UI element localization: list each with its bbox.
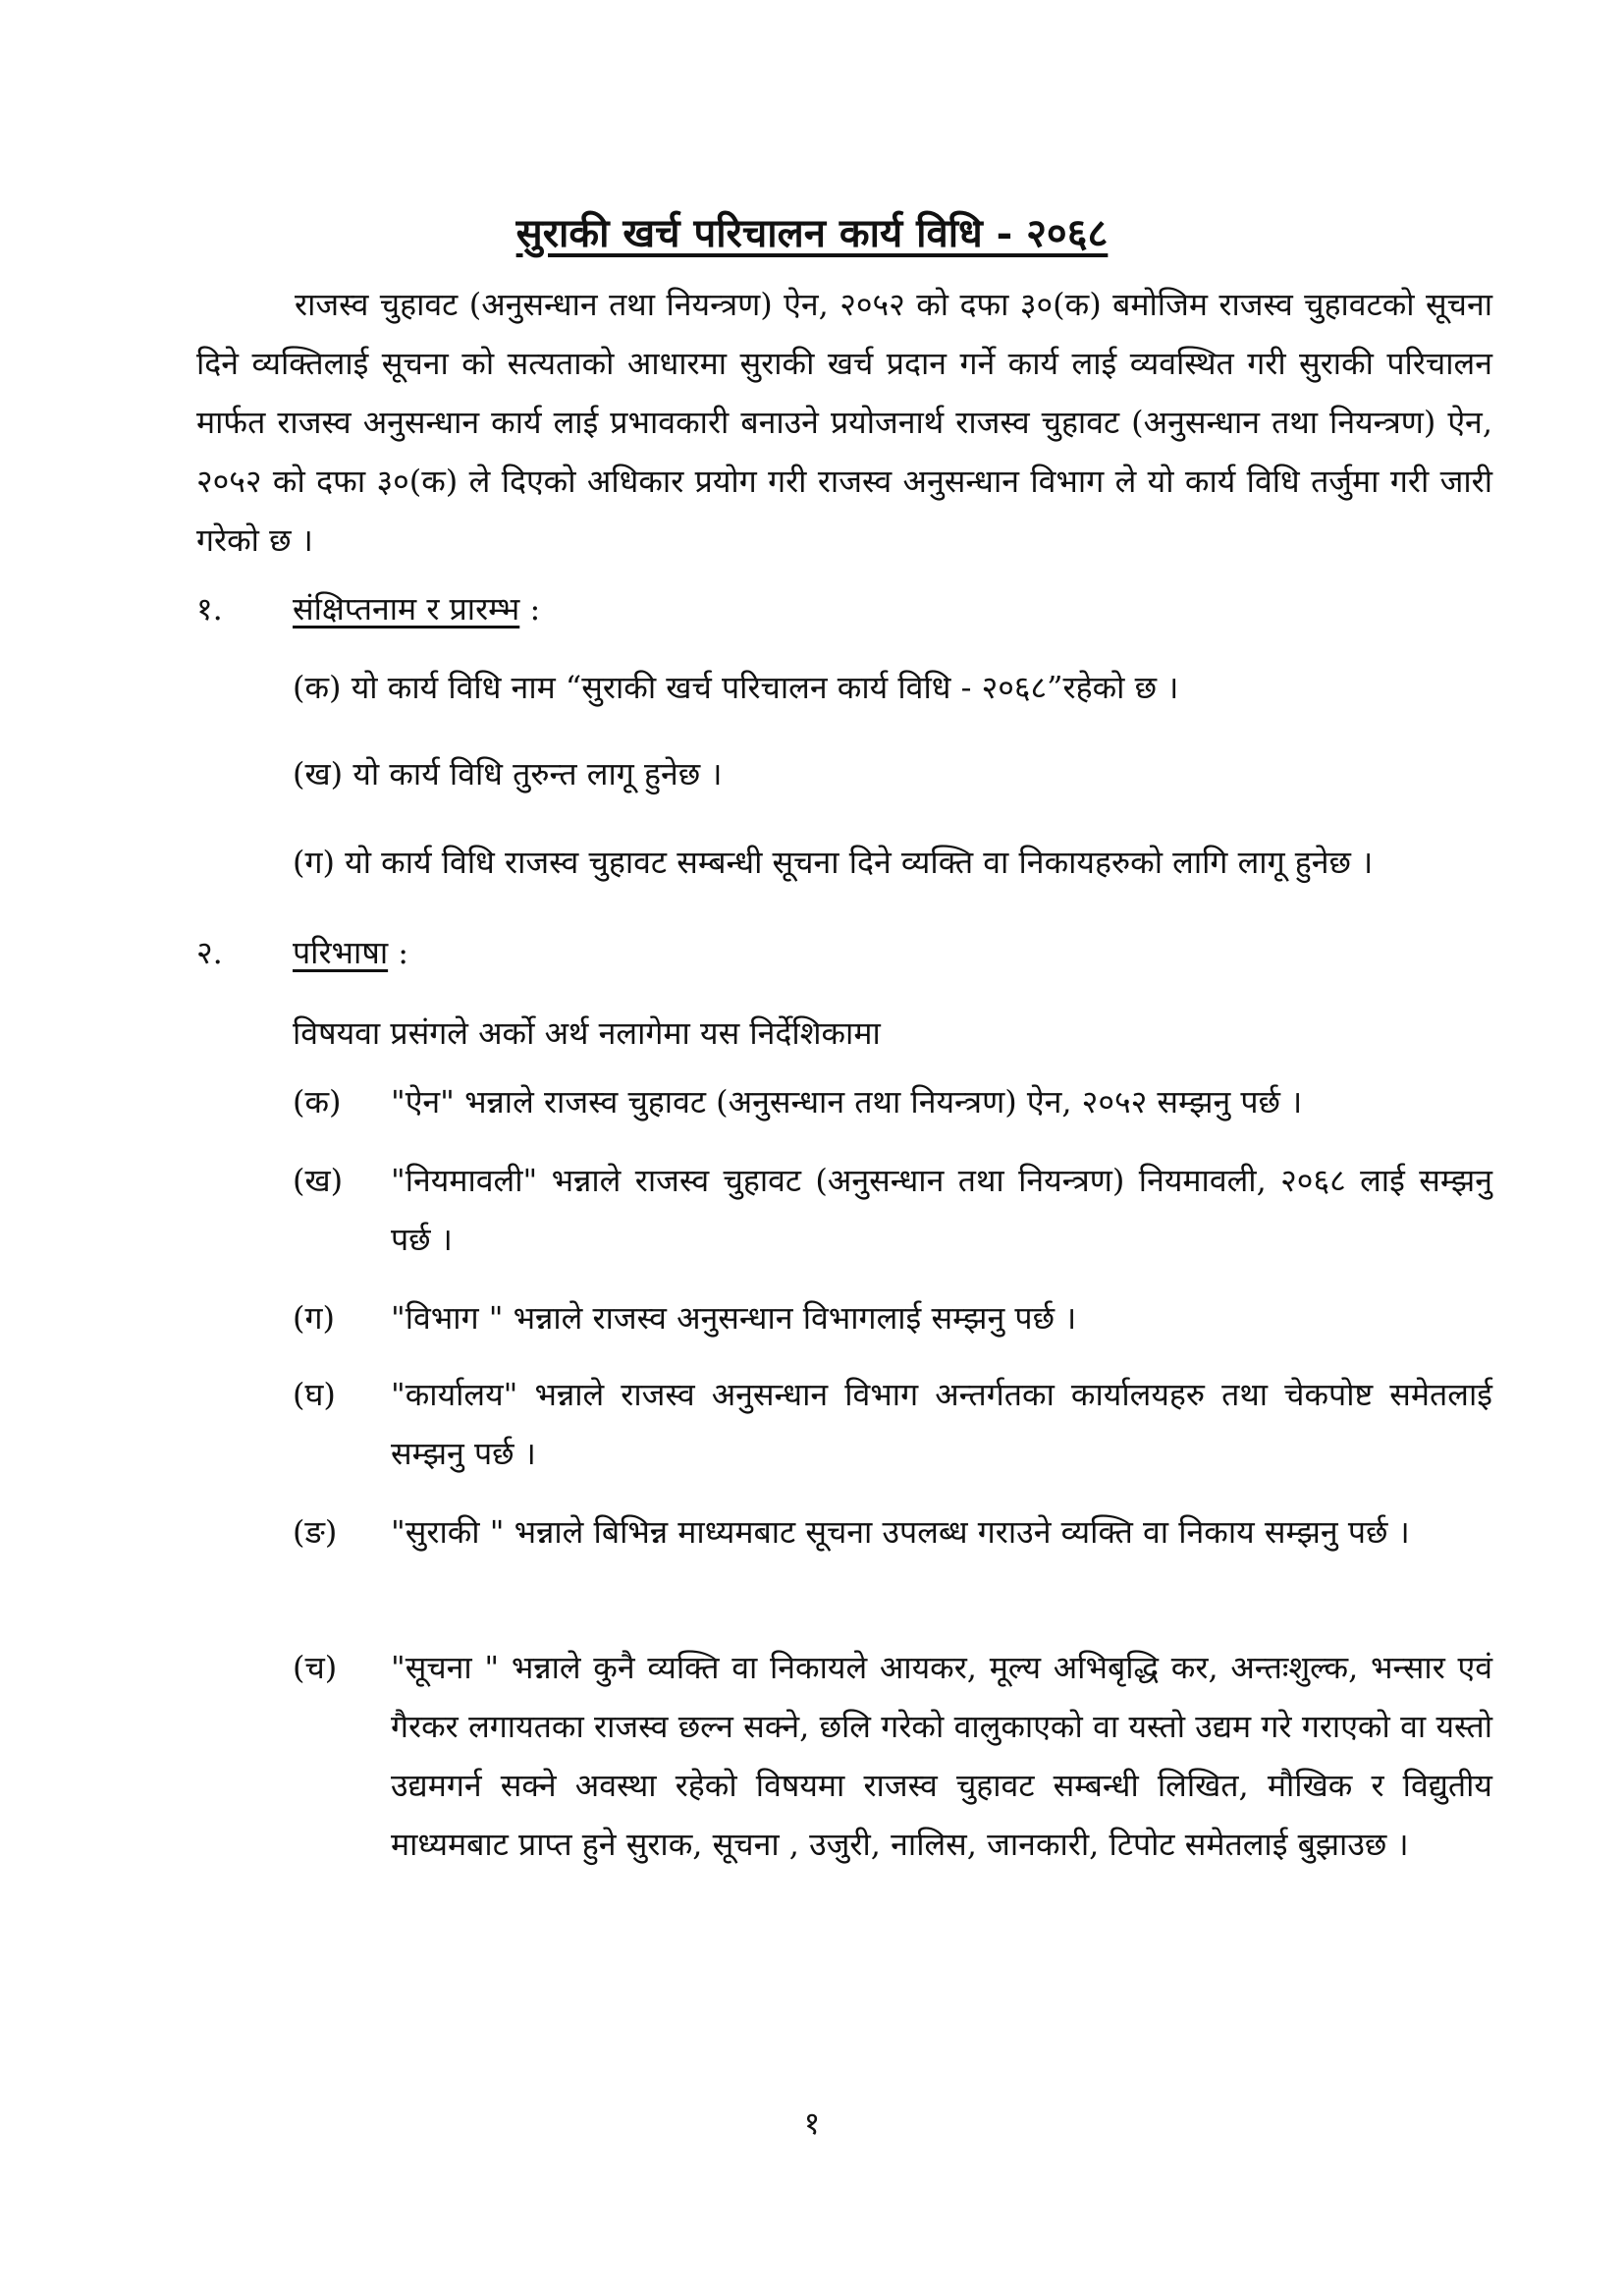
definition-text: "विभाग " भन्नाले राजस्व अनुसन्धान विभागलाई सम्झनु पर्छ । <box>391 1299 1077 1337</box>
definition-label: (ङ) <box>293 1513 338 1551</box>
definitions-lead: विषयवा प्रसंगले अर्को अर्थ नलागेमा यस निर्देशिकामा <box>293 1014 881 1052</box>
definition-label: (घ) <box>293 1376 336 1413</box>
section-number: १. <box>196 590 223 628</box>
section-colon: : <box>388 934 409 971</box>
section-title: परिभाषा <box>293 934 389 971</box>
definition-text: "नियमावली" भन्नाले राजस्व चुहावट (अनुसन्धान तथा नियन्त्रण) नियमावली, २०६८ लाई सम्झनु पर्छ । <box>391 1162 1492 1258</box>
section-title: संक्षिप्तनाम र प्रारम्भ <box>293 590 520 628</box>
definition-label: (क) <box>293 1083 342 1121</box>
definition-label: (ग) <box>293 1299 335 1337</box>
section-colon: : <box>519 590 541 628</box>
definition-label: (ख) <box>293 1162 344 1199</box>
definition-text: "ऐन" भन्नाले राजस्व चुहावट (अनुसन्धान तथा नियन्त्रण) ऐन, २०५२ सम्झनु पर्छ । <box>391 1083 1303 1121</box>
list-item: (ख) यो कार्य विधि तुरुन्त लागू हुनेछ । <box>293 755 723 793</box>
definition-label: (च) <box>293 1649 338 1686</box>
definition-text: "सुराकी " भन्नाले बिभिन्न माध्यमबाट सूचना उपलब्ध गराउने व्यक्ति वा निकाय सम्झनु पर्छ । <box>391 1513 1410 1551</box>
list-item: (ग) यो कार्य विधि राजस्व चुहावट सम्बन्धी सूचना दिने व्यक्ति वा निकायहरुको लागि लागू हुनेछ । <box>293 844 1374 881</box>
list-item: (क) यो कार्य विधि नाम “सुराकी खर्च परिचालन कार्य विधि - २०६८”रहेको छ । <box>293 669 1179 706</box>
section-number: २. <box>196 934 223 971</box>
document-title: सुराकी खर्च परिचालन कार्य विधि - २०६८ <box>515 210 1109 256</box>
definition-text: "सूचना " भन्नाले कुनै व्यक्ति वा निकायले आयकर, मूल्य अभिबृद्धि कर, अन्तःशुल्क, भन्सार एवं गैरकर लगायतका राजस्व छल्न सक्ने, छलि गरेको वालुकाएको वा यस्तो उद्यम गरे गराएको वा यस्तो उद्यमगर्न सक्ने अवस्था रहेको विषयमा राजस्व चुहावट सम्बन्धी लिखित, मौखिक र विद्युतीय माध्यमबाट प्राप्त हुने सुराक, सूचना , उजुरी, नालिस, जानकारी, टिपोट समेतलाई बुझाउछ । <box>391 1649 1492 1863</box>
page-number: १ <box>803 2105 821 2142</box>
intro-paragraph: राजस्व चुहावट (अनुसन्धान तथा नियन्त्रण) ऐन, २०५२ को दफा ३०(क) बमोजिम राजस्व चुहावटको सूचना दिने व्यक्तिलाई सूचना को सत्यताको आधारमा सुराकी खर्च प्रदान गर्ने कार्य लाई व्यवस्थित गरी सुराकी परिचालन मार्फत राजस्व अनुसन्धान कार्य लाई प्रभावकारी बनाउने प्रयोजनार्थ राजस्व चुहावट (अनुसन्धान तथा नियन्त्रण) ऐन, २०५२ को दफा ३०(क) ले दिएको अधिकार प्रयोग गरी राजस्व अनुसन्धान विभाग ले यो कार्य विधि तर्जुमा गरी जारी गरेको छ । <box>196 286 1492 559</box>
definition-text: "कार्यालय" भन्नाले राजस्व अनुसन्धान विभाग अन्तर्गतका कार्यालयहरु तथा चेकपोष्ट समेतलाई सम्झनु पर्छ । <box>391 1376 1492 1472</box>
